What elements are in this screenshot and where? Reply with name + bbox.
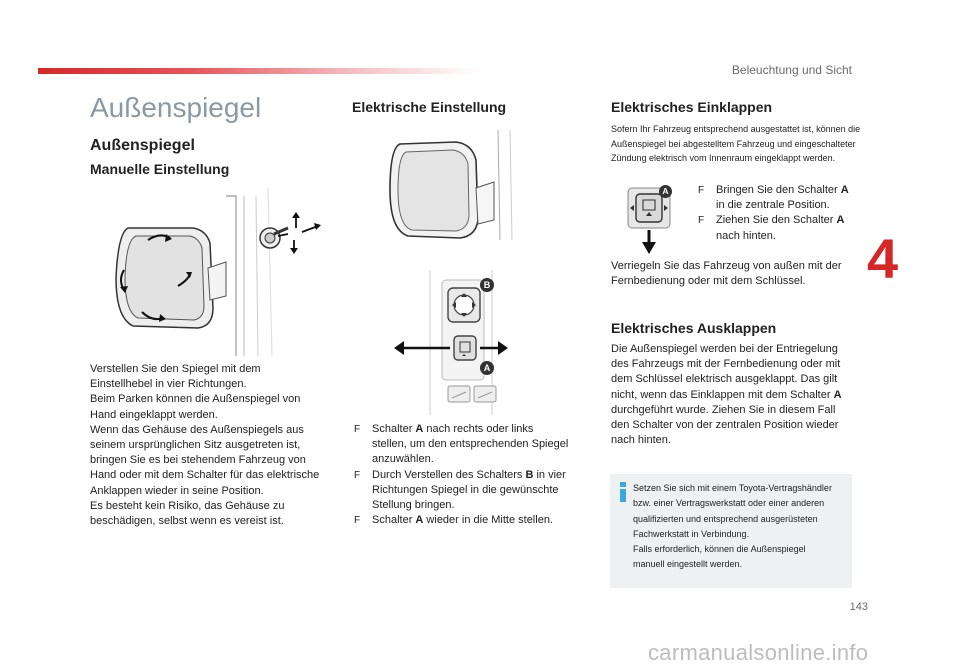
bullet-cont: in die zentrale Position. <box>716 199 830 212</box>
lock-note <box>611 259 861 289</box>
text-line: durchgeführt wurde. Ziehen Sie in diesem Fall <box>611 403 836 416</box>
page-number: 143 <box>849 601 868 613</box>
text-line: Wenn das Gehäuse des Außenspiegels aus <box>90 423 304 436</box>
text-line: Anklappen wieder in seine Position. <box>90 484 264 497</box>
bullet-prefix: Schalter <box>372 514 416 527</box>
left-body-text <box>90 362 340 529</box>
text-bold: A <box>833 388 842 401</box>
manual-mirror-illustration <box>108 188 330 356</box>
text-line: Verstellen Sie den Spiegel mit dem <box>90 363 261 375</box>
text-line: qualifizierten und entsprechend ausgerüsteten <box>633 513 818 524</box>
bullet-bold: A <box>415 423 424 435</box>
bullet-prefix: Schalter <box>372 423 416 435</box>
text-line: Setzen Sie sich mit einem Toyota-Vertragshändler <box>633 483 832 493</box>
unfold-heading: Elektrisches Ausklappen <box>611 320 777 336</box>
text-line: Zündung elektrisch vom Innenraum eingeklappt werden. <box>611 153 836 163</box>
bullet-prefix: Durch Verstellen des Schalters <box>372 468 526 481</box>
bullet-cont: anzuwählen. <box>372 453 434 466</box>
text-line: Einstellhebel in vier Richtungen. <box>90 378 247 391</box>
electric-adjust-illustration <box>380 130 530 420</box>
watermark: carmanualsonline.info <box>648 640 869 665</box>
text-line: seinem ursprünglichen Sitz ausgetreten ist, <box>90 439 301 452</box>
page-title: Außenspiegel <box>90 92 262 123</box>
bullet-prefix: Bringen Sie den Schalter <box>716 184 841 196</box>
text-line: Hand oder mit dem Schalter für das elektrische <box>90 469 320 482</box>
bullet-item <box>354 513 584 528</box>
fold-heading: Elektrisches Einklappen <box>611 99 773 115</box>
text-line: manuell eingestellt werden. <box>633 559 743 570</box>
fold-intro <box>611 122 861 166</box>
bullet-suffix: wieder in die Mitte stellen. <box>423 514 553 527</box>
header-accent-bar <box>38 68 478 74</box>
text-line: Es besteht kein Risiko, das Gehäuse zu <box>90 499 285 512</box>
text-line: Fachwerkstatt in Verbindung. <box>633 528 750 539</box>
fold-bullet-list <box>698 183 868 244</box>
bullet-cont: Stellung bringen. <box>372 499 455 512</box>
info-icon <box>616 481 630 503</box>
left-heading: Außenspiegel <box>90 137 195 154</box>
text-line: Beim Parken können die Außenspiegel von <box>90 393 301 406</box>
text-line: nach hinten. <box>611 434 671 447</box>
text-line: Sofern Ihr Fahrzeug entsprechend ausgestattet ist, können die <box>611 124 861 134</box>
info-text <box>633 481 848 573</box>
text-line <box>611 388 861 403</box>
text-line: den Schalter von der zentralen Position wieder <box>611 419 839 432</box>
middle-heading: Elektrische Einstellung <box>352 99 507 115</box>
bullet-suffix: nach rechts oder links <box>423 423 534 435</box>
text-line: Hand eingeklappt werden. <box>90 408 218 421</box>
bullet-bold: B <box>525 468 534 481</box>
left-subheading: Manuelle Einstellung <box>90 161 230 177</box>
bullet-item <box>698 213 868 243</box>
section-header: Beleuchtung und Sicht <box>731 63 852 77</box>
bullet-item <box>698 183 868 213</box>
text-line: dem Schlüssel elektrisch ausgeklappt. Das gilt <box>611 373 838 386</box>
text-line: Außenspiegel bei abgestelltem Fahrzeug und eingeschalteter <box>611 138 856 149</box>
text-line: Verriegeln Sie das Fahrzeug von außen mit der <box>611 260 842 272</box>
bullet-suffix: in vier <box>533 468 566 481</box>
label-a-badge: A <box>480 361 494 375</box>
text-line: Die Außenspiegel werden bei der Entriegelung <box>611 343 838 355</box>
unfold-text <box>611 342 861 448</box>
chapter-number: 4 <box>867 227 899 290</box>
text-line: bzw. einer Vertragswerkstatt oder einer anderen <box>633 498 825 509</box>
text-line: Fernbedienung oder mit dem Schlüssel. <box>611 275 806 288</box>
text-line: beschädigen, selbst wenn es vereist ist. <box>90 515 284 528</box>
text-segment: nicht, wenn das Einklappen mit dem Schalter <box>611 388 834 401</box>
bullet-cont: Richtungen Spiegel in die gewünschte <box>372 483 559 496</box>
bullet-bold: A <box>836 214 845 227</box>
bullet-item <box>354 422 584 468</box>
text-line: bringen Sie es bei stehendem Fahrzeug von <box>90 454 306 467</box>
bullet-bold: A <box>840 184 849 196</box>
bullet-cont: nach hinten. <box>716 229 776 242</box>
text-line: des Fahrzeugs mit der Fernbedienung oder mit <box>611 358 841 371</box>
bullet-item <box>354 468 584 514</box>
text-line: Falls erforderlich, können die Außenspiegel <box>633 544 806 555</box>
label-a-badge: A <box>659 185 672 198</box>
bullet-cont: stellen, um den entsprechenden Spiegel <box>372 438 569 451</box>
bullet-bold: A <box>415 514 424 527</box>
label-b-badge: B <box>480 278 494 292</box>
middle-bullet-list <box>354 422 584 528</box>
fold-switch-illustration <box>622 182 682 258</box>
bullet-prefix: Ziehen Sie den Schalter <box>716 214 837 227</box>
